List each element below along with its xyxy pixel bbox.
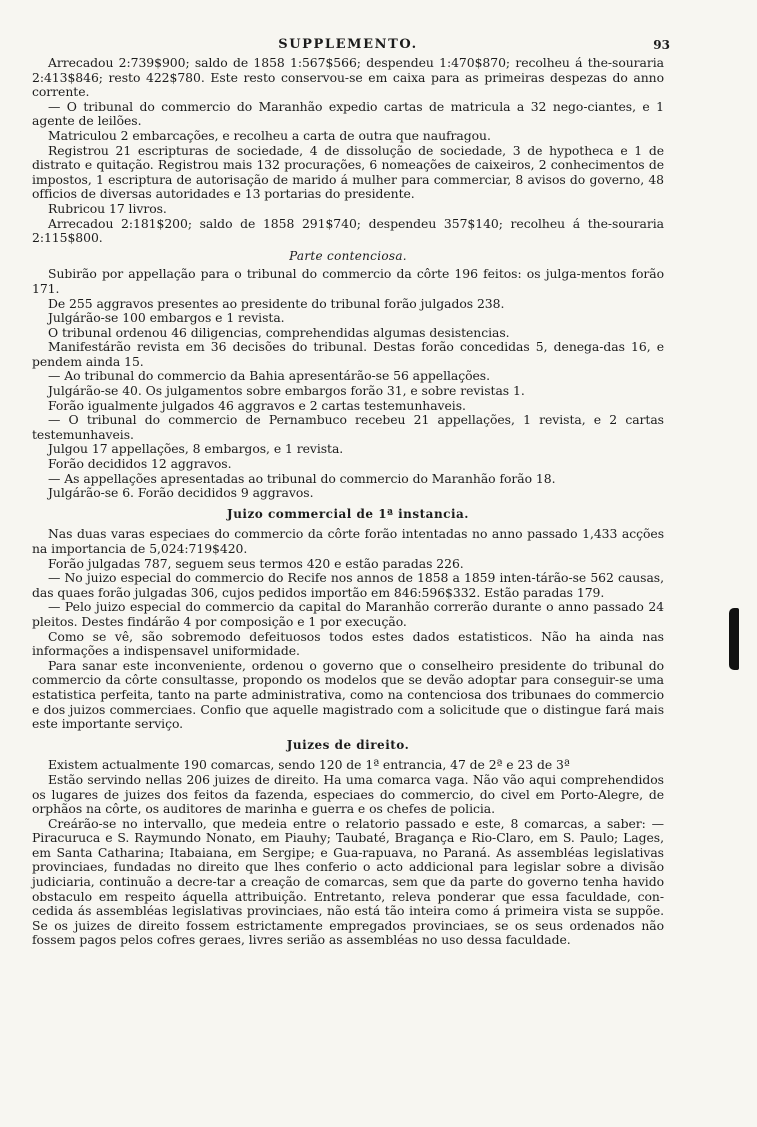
paragraph: — Ao tribunal do commercio da Bahia apresentárão-se 56 appellações. <box>48 368 491 384</box>
page-number: 93 <box>653 38 670 52</box>
document-page <box>32 37 670 948</box>
paragraph: Como se vê, são sobremodo defeituosos todos estes dados estatisticos. Não ha ainda nas informações a indispensavel uniformidade. <box>32 628 664 659</box>
paragraph: Julgárão-se 100 embargos e 1 revista. <box>48 310 285 326</box>
section-heading-juizes: Juizes de direito. <box>286 737 410 752</box>
paragraph: Julgárão-se 40. Os julgamentos sobre embargos forão 31, e sobre revistas 1. <box>48 383 525 399</box>
margin-ink-mark <box>729 608 739 670</box>
paragraph: Rubricou 17 livros. <box>48 200 167 216</box>
paragraph: Subirão por appellação para o tribunal do commercio da côrte 196 feitos: os julga-mentos forão 171. <box>32 266 664 296</box>
paragraph: Registrou 21 escripturas de sociedade, 4 de dissolução de sociedade, 3 de hypotheca e 1 de distrato e quitação. Registrou mais 132 procurações, 6 nomeações de caixeiros, 2 conhecimentos de impostos, 1 escriptura de autorisação de marido á mulher para commerciar, 8 avisos do governo, 48 officios de diversas autoridades e 13 portarias do presidente. <box>32 142 664 202</box>
paragraph: Julgou 17 appellações, 8 embargos, e 1 revista. <box>48 441 344 457</box>
paragraph: Forão igualmente julgados 46 aggravos e 2 cartas testemunhaveis. <box>48 397 466 413</box>
header-title: SUPPLEMENTO. <box>278 37 418 52</box>
paragraph: — As appellações apresentadas ao tribunal do commercio do Maranhão forão 18. <box>48 470 556 486</box>
section-juizo <box>32 527 664 731</box>
section-contenciosa <box>32 267 664 501</box>
section-heading-contenciosa: Parte contenciosa. <box>289 248 407 263</box>
paragraph: Creárão-se no intervallo, que medeia entre o relatorio passado e este, 8 comarcas, a saber: — Piracuruca e S. Raymundo Nonato, em Piauhy; Taubaté, Bragança e Rio-Claro, em S. Paulo; Lages, em Santa Catharina; Itabaiana, em Sergipe; e Gua-rapuava, no Paraná. As assembléas legislativas provinciaes, fundadas no direito que lhes conferio o acto addicional para legislar sobre a divisão judiciaria, continuão a decre-tar a creação de comarcas, sem que da parte do governo tenha havido obstaculo em respeito áquella attribuição. Entretanto, releva ponderar que essa faculdade, con-cedida ás assembléas legislativas provinciaes, não está tão inteira como á primeira vista se suppõe. Se os juizes de direito fossem estrictamente empregados provinciaes, se os seus ordenados não fossem pagos pelos cofres geraes, livres serião as assembléas no uso dessa faculdade. <box>32 815 664 948</box>
paragraph: — No juizo especial do commercio do Recife nos annos de 1858 a 1859 inten-tárão-se 562 causas, das quaes forão julgadas 306, cujos pedidos importão em 846:596$332. Estão paradas 179. <box>32 570 664 600</box>
paragraph: Forão decididos 12 aggravos. <box>48 456 232 472</box>
running-header <box>32 37 670 56</box>
paragraph: Existem actualmente 190 comarcas, sendo 120 de 1ª entrancia, 47 de 2ª e 23 de 3ª <box>48 757 570 773</box>
paragraph: O tribunal ordenou 46 diligencias, comprehendidas algumas desistencias. <box>48 324 510 340</box>
paragraph: — O tribunal do commercio do Maranhão expedio cartas de matricula a 32 nego-ciantes, e 1 agente de leilões. <box>32 98 664 129</box>
paragraph: — O tribunal do commercio de Pernambuco recebeu 21 appellações, 1 revista, e 2 cartas testemunhaveis. <box>32 412 664 442</box>
paragraph: Manifestárão revista em 36 decisões do tribunal. Destas forão concedidas 5, denega-das 16, e pendem ainda 15. <box>32 339 664 369</box>
section-juizes <box>32 758 664 948</box>
paragraph: De 255 aggravos presentes ao presidente do tribunal forão julgados 238. <box>48 295 505 311</box>
paragraph: Arrecadou 2:181$200; saldo de 1858 291$740; despendeu 357$140; recolheu á the-souraria 2:115$800. <box>32 215 664 246</box>
paragraph: Para sanar este inconveniente, ordenou o governo que o conselheiro presidente do tribunal do commercio da côrte consultasse, propondo os modelos que se devão adoptar para conseguir-se uma estatistica perfeita, tanto na parte administrativa, como na contenciosa dos tribunaes do commercio e dos juizos commerciaes. Confio que aquelle magistrado com a solicitude que o distingue fará mais este importante serviço. <box>32 657 664 732</box>
intro-block <box>32 56 664 246</box>
paragraph: Matriculou 2 embarcações, e recolheu a carta de outra que naufragou. <box>48 127 491 143</box>
paragraph: Forão julgadas 787, seguem seus termos 420 e estão paradas 226. <box>48 555 464 571</box>
paragraph: Arrecadou 2:739$900; saldo de 1858 1:567$566; despendeu 1:470$870; recolheu á the-souraria 2:413$846; resto 422$780. Este resto conservou-se em caixa para as primeiras despezas do anno corrente. <box>32 55 664 100</box>
paragraph: Julgárão-se 6. Forão decididos 9 aggravos. <box>48 485 314 501</box>
paragraph: Nas duas varas especiaes do commercio da côrte forão intentadas no anno passado 1,433 acções na importancia de 5,024:719$420. <box>32 526 664 556</box>
paragraph: — Pelo juizo especial do commercio da capital do Maranhão correrão durante o anno passado 24 pleitos. Destes findárão 4 por composição e 1 por execução. <box>32 599 664 629</box>
section-heading-juizo: Juizo commercial de 1ª instancia. <box>227 506 469 521</box>
paragraph: Estão servindo nellas 206 juizes de direito. Ha uma comarca vaga. Não vão aqui comprehendidos os lugares de juizes dos feitos da fazenda, especiaes do commercio, do civel em Porto-Alegre, de orphãos na côrte, os auditores de marinha e guerra e os chefes de policia. <box>32 771 664 817</box>
